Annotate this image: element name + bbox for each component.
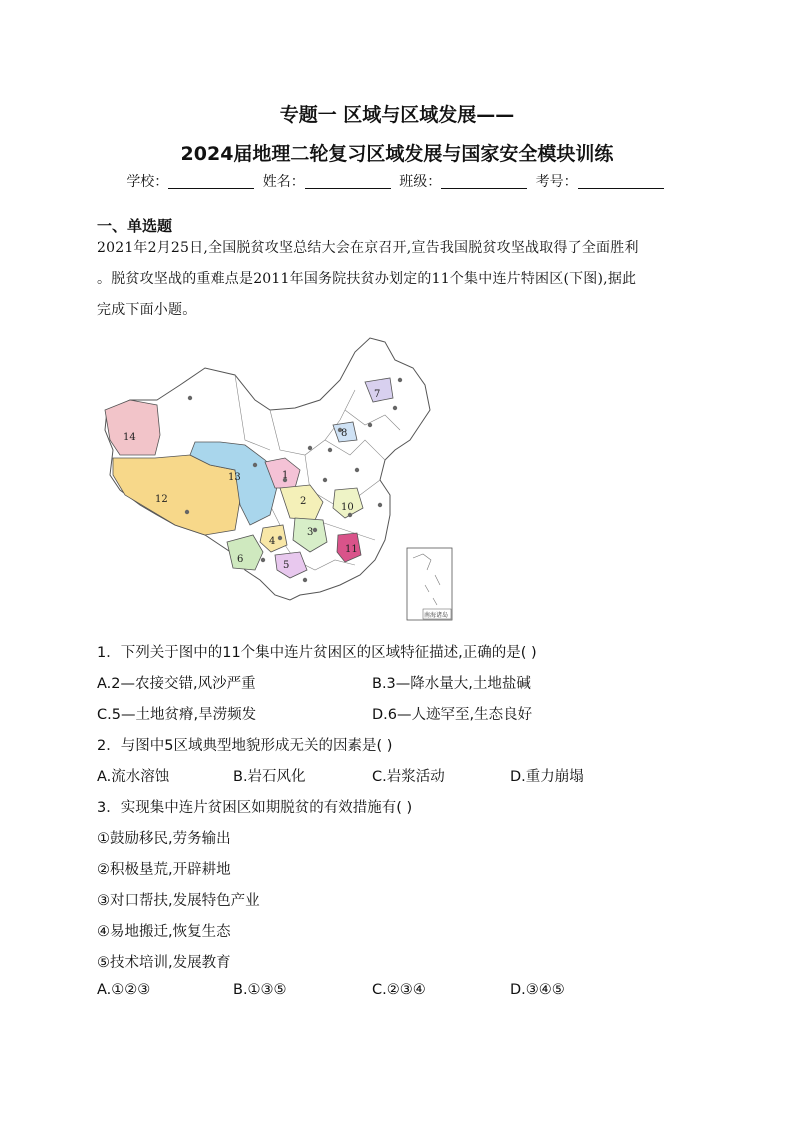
q2-option-a: A.流水溶蚀: [97, 769, 170, 785]
q1-option-a: A.2—农接交错,风沙严重: [97, 676, 256, 692]
student-info-line: [0, 171, 794, 191]
q3-option-d: D.③④⑤: [510, 982, 565, 998]
question-3-stem: 3．实现集中连片贫困区如期脱贫的有效措施有( ): [97, 800, 413, 816]
region-label: 8: [341, 428, 348, 439]
q3-item: ③对口帮扶,发展特色产业: [97, 893, 260, 909]
region-label: 11: [345, 544, 358, 555]
intro-paragraph: [97, 233, 702, 326]
poverty-region-map: [95, 330, 455, 625]
id-label: 考号：: [535, 174, 578, 190]
page-subtitle: 2024届地理二轮复习区域发展与国家安全模块训练: [180, 143, 614, 165]
id-blank: [578, 174, 664, 189]
q3-option-b: B.①③⑤: [233, 982, 287, 998]
region-label: 2: [300, 496, 307, 507]
name-blank: [305, 174, 391, 189]
q2-option-d: D.重力崩塌: [510, 769, 584, 785]
question-2-stem: 2．与图中5区域典型地貌形成无关的因素是( ): [97, 738, 393, 754]
region-label: 14: [123, 432, 136, 443]
inset-label: 南海诸岛: [424, 612, 449, 619]
page-title: 专题一 区域与区域发展——: [279, 104, 515, 126]
region-label: 5: [283, 560, 290, 571]
question-1-stem: 1．下列关于图中的11个集中连片贫困区的区域特征描述,正确的是( ): [97, 645, 537, 661]
region-label: 6: [237, 554, 244, 565]
intro-line: 。脱贫攻坚战的重难点是2011年国务院扶贫办划定的11个集中连片特困区(下图),据此: [97, 271, 637, 287]
q3-item: ④易地搬迁,恢复生态: [97, 924, 231, 940]
section-title: 一、单选题: [97, 217, 173, 235]
class-label: 班级：: [399, 174, 442, 190]
q1-option-d: D.6—人迹罕至,生态良好: [372, 707, 533, 723]
region-label: 10: [341, 502, 354, 513]
q3-option-a: A.①②③: [97, 982, 151, 998]
region-label: 4: [269, 536, 276, 547]
region-label: 1: [282, 470, 289, 481]
region-label: 13: [228, 472, 241, 483]
intro-line: 完成下面小题。: [97, 302, 197, 318]
region-label: 7: [374, 389, 381, 400]
q3-item: ②积极垦荒,开辟耕地: [97, 862, 231, 878]
q2-option-c: C.岩浆活动: [372, 769, 445, 785]
name-label: 姓名：: [262, 174, 305, 190]
region-label: 3: [307, 527, 314, 538]
region-label: 12: [155, 494, 168, 505]
q3-option-c: C.②③④: [372, 982, 426, 998]
q2-option-b: B.岩石风化: [233, 769, 306, 785]
school-blank: [168, 174, 254, 189]
class-blank: [441, 174, 527, 189]
q3-item: ①鼓励移民,劳务输出: [97, 831, 231, 847]
q3-item: ⑤技术培训,发展教育: [97, 955, 231, 971]
intro-line: 2021年2月25日,全国脱贫攻坚总结大会在京召开,宣告我国脱贫攻坚战取得了全面胜利: [97, 240, 639, 256]
q1-option-b: B.3—降水量大,土地盐碱: [372, 676, 531, 692]
school-label: 学校：: [126, 174, 169, 190]
q1-option-c: C.5—土地贫瘠,旱涝频发: [97, 707, 257, 723]
